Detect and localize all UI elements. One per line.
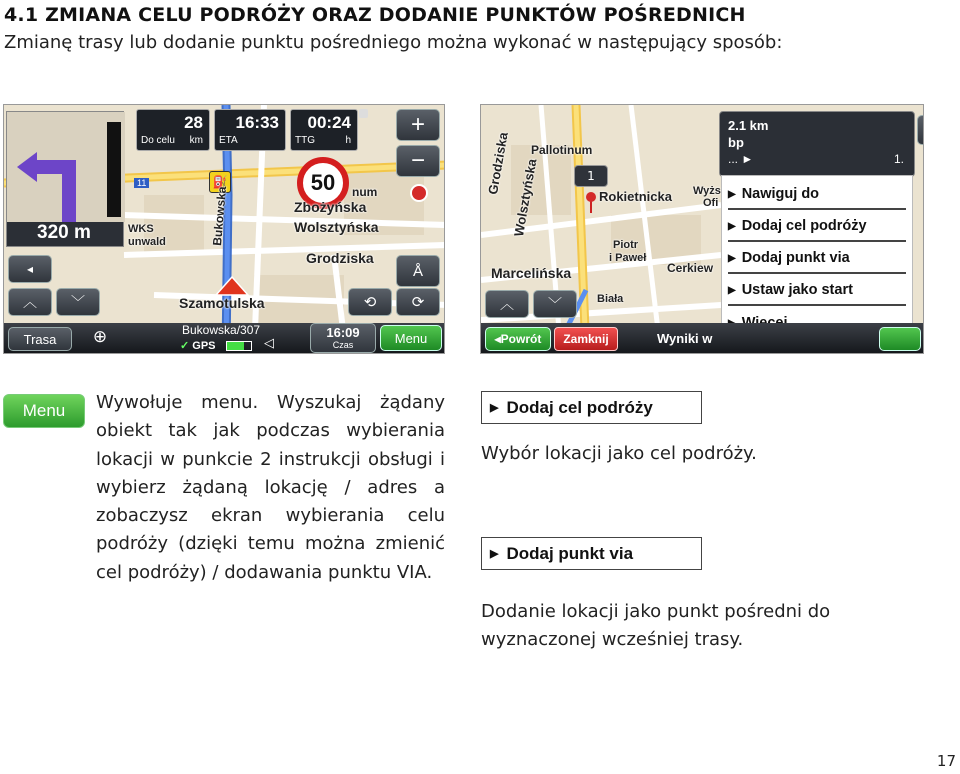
back-button-label: Powrót [500, 332, 542, 346]
menu-item-label: Dodaj punkt via [741, 250, 850, 266]
menu-item-navigate[interactable] [728, 180, 906, 210]
turn-left-arrow-icon [7, 112, 125, 222]
street-label: Wolsztyńska [511, 157, 540, 238]
zoom-out-button[interactable]: − [396, 145, 440, 177]
street-label: Ofi [703, 197, 719, 209]
gps-signal-icon: ✓ [180, 340, 193, 352]
turn-instruction-panel [6, 111, 124, 247]
speaker-icon[interactable]: ◁ [264, 336, 274, 351]
option-button-label: Dodaj punkt via [506, 543, 634, 563]
location-menu-screenshot [480, 104, 924, 354]
exit-number-badge: 11 [134, 178, 149, 188]
speed-limit-value: 50 [310, 170, 336, 195]
location-context-menu [721, 175, 913, 347]
street-label: Grodziska [485, 131, 511, 196]
fuel-station-icon: ⛽ [209, 171, 231, 193]
menu-item-add-destination[interactable] [728, 212, 906, 242]
location-more: ... [728, 152, 739, 166]
street-label: Biała [597, 293, 624, 305]
location-index: 1. [893, 152, 904, 166]
back-arrow-icon: ◂ [494, 332, 501, 346]
menu-description: Wywołuje menu. Wyszukaj żądany obiekt tak jak podczas wybierania lokacji w punkcie 2 instrukcji obsługi i wybierz żądaną lokację / adres a zobaczysz ekran wybierania celu podróży (dzięki temu można zmienić cel podróży) / dodawania punktu VIA. [96, 392, 445, 583]
section-subtitle: Zmianę trasy lub dodanie punktu pośredniego można wykonać w następujący sposób: [4, 32, 783, 53]
gps-position-icon[interactable]: ⊕ [92, 327, 108, 347]
distance-label: Do celu [141, 135, 175, 146]
location-info-panel [719, 111, 915, 177]
location-next-row [728, 152, 753, 166]
back-button[interactable] [485, 327, 551, 351]
menu-item-label: Dodaj cel podróży [741, 218, 867, 234]
gps-status [180, 339, 216, 352]
mute-button[interactable]: ◂ [8, 255, 52, 283]
time-box[interactable] [310, 323, 376, 353]
location-name: bp [728, 135, 744, 150]
route-button[interactable]: Trasa [8, 327, 72, 351]
add-via-button-example [481, 537, 702, 570]
gps-label: GPS [192, 340, 216, 352]
current-time: 16:09 [326, 325, 360, 340]
street-label: Wolsztyńska [294, 219, 379, 235]
street-label: Grodziska [306, 250, 374, 266]
results-label: Wyniki w [657, 331, 713, 346]
distance-unit: km [189, 135, 203, 146]
street-label: WKS [128, 223, 154, 235]
street-label: Bukowska [210, 185, 230, 247]
rotate-left-button[interactable]: ⟲ [348, 288, 392, 316]
rotate-right-button[interactable]: ⟳ [396, 288, 440, 316]
time-to-go-box [290, 109, 358, 151]
distance-to-destination-box [136, 109, 210, 151]
navigation-screenshot [3, 104, 445, 354]
page-number: 17 [936, 752, 956, 770]
add-destination-description: Wybór lokacji jako cel podróży. [481, 443, 757, 464]
lock-icon [359, 109, 368, 118]
street-label: num [352, 185, 378, 199]
street-label: Piotr [613, 239, 639, 251]
right-green-button[interactable] [879, 327, 921, 351]
menu-button[interactable]: Menu [380, 325, 442, 351]
street-label: Wyżs [693, 185, 721, 197]
street-label: Rokietnicka [599, 189, 672, 204]
street-label: Zbożyńska [294, 199, 367, 215]
menu-arrow-icon: ▶ [728, 188, 736, 200]
battery-icon [226, 341, 252, 351]
ttg-value: 00:24 [307, 113, 351, 132]
eta-box [214, 109, 286, 151]
play-icon: ► [741, 152, 754, 166]
map-pin-badge: 1 [574, 165, 608, 187]
menu-arrow-icon: ▶ [728, 252, 736, 264]
tilt-up-button[interactable]: ︿ [8, 288, 52, 316]
menu-arrow-icon: ▶ [490, 402, 499, 414]
option-button-label: Dodaj cel podróży [506, 397, 653, 417]
eta-value: 16:33 [235, 113, 279, 132]
menu-item-label: Ustaw jako start [741, 282, 853, 298]
distance-value: 28 [184, 113, 203, 132]
menu-arrow-icon: ▶ [728, 220, 736, 232]
section-title: 4.1 ZMIANA CELU PODRÓŻY ORAZ DODANIE PUNKTÓW POŚREDNICH [4, 4, 746, 26]
location-distance: 2.1 km [728, 118, 769, 133]
compass-icon[interactable]: Å [396, 255, 440, 287]
tilt-down-button[interactable]: ﹀ [56, 288, 100, 316]
menu-arrow-icon: ▶ [728, 284, 736, 296]
ttg-label: TTG [295, 135, 315, 146]
street-label: Marcelińska [491, 265, 572, 281]
close-button[interactable]: Zamknij [554, 327, 618, 351]
time-label: Czas [332, 340, 354, 350]
side-button[interactable] [917, 115, 924, 145]
add-destination-button-example [481, 391, 702, 424]
distance-to-turn: 320 m [37, 222, 91, 243]
ttg-unit: h [345, 135, 351, 146]
tilt-down-button[interactable]: ﹀ [533, 290, 577, 318]
menu-item-label: Nawiguj do [741, 186, 820, 202]
menu-item-add-via[interactable] [728, 244, 906, 274]
menu-arrow-icon: ▶ [490, 548, 499, 560]
tilt-up-button[interactable]: ︿ [485, 290, 529, 318]
zoom-in-button[interactable]: + [396, 109, 440, 141]
menu-item-set-start[interactable] [728, 276, 906, 306]
street-label: Pallotinum [531, 143, 593, 157]
add-via-description: Dodanie lokacji jako punkt pośredni do wyznaczonej wcześniej trasy. [481, 601, 831, 651]
street-label: i Paweł [609, 252, 647, 264]
current-address: Bukowska/307 [182, 323, 261, 337]
street-label: Szamotulska [179, 295, 265, 311]
eta-label: ETA [219, 135, 238, 146]
street-label: unwald [128, 236, 166, 248]
menu-button-icon: Menu [3, 394, 85, 428]
street-label: Cerkiew [667, 261, 714, 275]
